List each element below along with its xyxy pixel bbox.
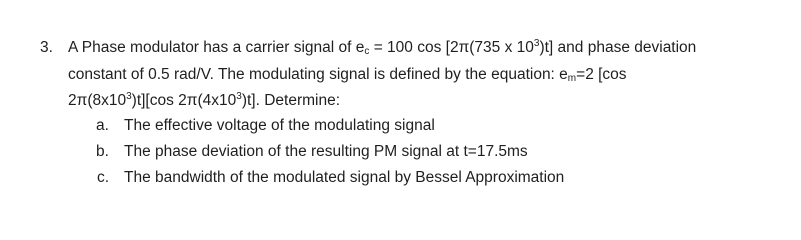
item-b-text: The phase deviation of the resulting PM signal at t=17.5ms xyxy=(124,143,528,160)
line1-text-b: = 100 cos [2π(735 x 10 xyxy=(369,39,534,56)
item-a-text: The effective voltage of the modulating signal xyxy=(124,117,435,134)
line2-text-b: =2 [cos xyxy=(576,66,627,83)
line3-exponent-1: 3 xyxy=(126,91,132,102)
line2-text-a: constant of 0.5 rad/V. The modulating signal is defined by the equation: e xyxy=(68,66,568,83)
item-c-text: The bandwidth of the modulated signal by Bessel Approximation xyxy=(124,169,565,186)
line3-text-a: 2π(8x10 xyxy=(68,92,127,109)
item-c-letter: c. xyxy=(97,169,110,186)
line3-text-c: )t]. Determine: xyxy=(241,92,341,109)
line3-text-b: )t][cos 2π(4x10 xyxy=(131,92,237,109)
question-line-2 xyxy=(68,65,627,85)
line3-exponent-2: 3 xyxy=(236,91,242,102)
line1-exponent: 3 xyxy=(533,38,540,49)
carrier-subscript: c xyxy=(364,46,370,57)
question-line-3 xyxy=(68,91,340,111)
item-b-letter: b. xyxy=(96,143,109,160)
question-number: 3. xyxy=(40,39,53,56)
line1-text-c: )t] and phase deviation xyxy=(539,39,697,56)
modulating-subscript: m xyxy=(567,73,577,84)
question-line-1 xyxy=(68,38,696,58)
item-a-letter: a. xyxy=(96,117,109,134)
line1-text-a: A Phase modulator has a carrier signal of e xyxy=(68,39,365,56)
